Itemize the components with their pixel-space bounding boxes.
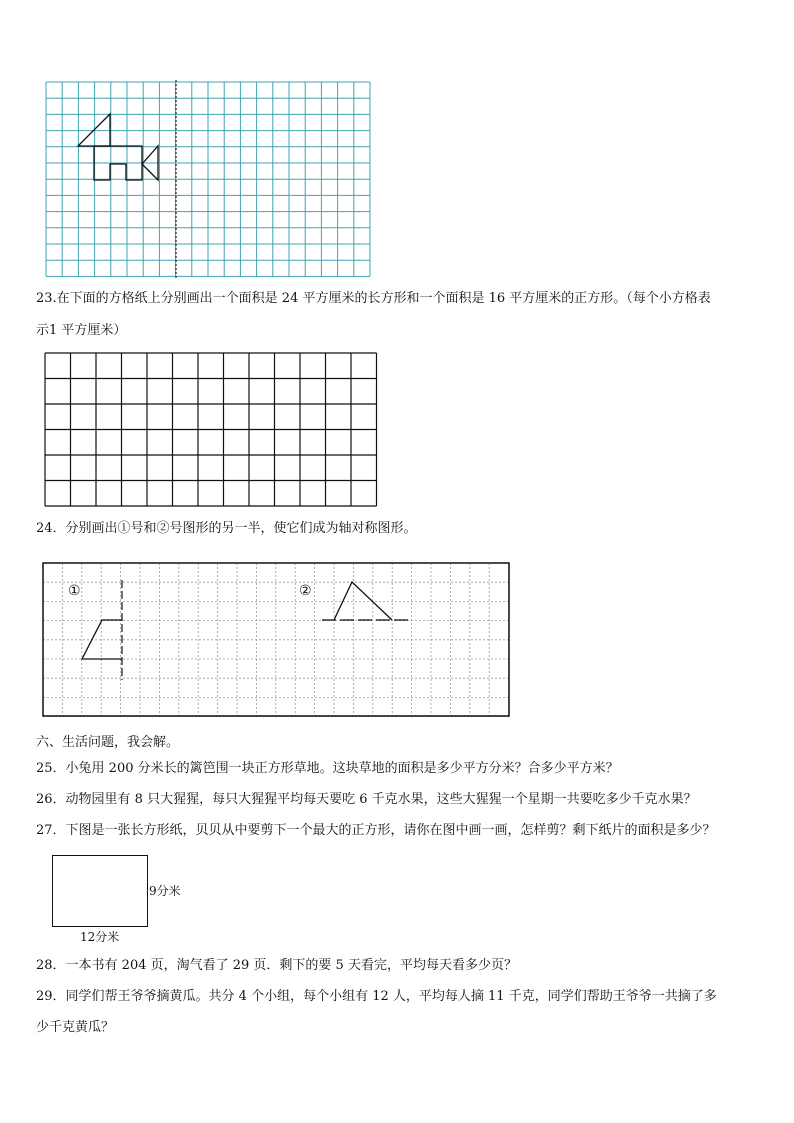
rect-width-label: 12分米 <box>80 930 120 944</box>
black-grid-figure <box>44 352 380 510</box>
question-24: 24．分别画出①号和②号图形的另一半，使它们成为轴对称图形。 <box>36 521 417 536</box>
shape-2-label: ② <box>299 583 312 599</box>
rect-height-label: 9分米 <box>149 884 181 898</box>
question-26: 26．动物园里有 8 只大猩猩，每只大猩猩平均每天要吃 6 千克水果，这些大猩猩一个星期一共要吃多少千克水果？ <box>36 792 697 807</box>
rectangle-paper <box>52 855 148 927</box>
section-6-title: 六、生活问题，我会解。 <box>36 735 180 750</box>
question-25: 25．小兔用 200 分米长的篱笆围一块正方形草地。这块草地的面积是多少平方分米？合多少平方米？ <box>36 761 619 776</box>
arrow-shape <box>78 114 110 146</box>
question-23-line2: 示1 平方厘米） <box>36 323 127 338</box>
teal-grid-figure <box>44 80 376 280</box>
dashed-grid-figure <box>42 562 512 720</box>
question-27: 27．下图是一张长方形纸，贝贝从中要剪下一个最大的正方形，请你在图中画一画，怎样剪？剩下纸片的面积是多少？ <box>36 823 716 838</box>
shape-1-label: ① <box>68 583 81 599</box>
question-29-line1: 29．同学们帮王爷爷摘黄瓜。共分 4 个小组，每个小组有 12 人，平均每人摘 11 千克，同学们帮助王爷爷一共摘了多 <box>36 989 717 1004</box>
question-28: 28．一本书有 204 页，淘气看了 29 页．剩下的要 5 天看完，平均每天看多少页？ <box>36 958 517 973</box>
question-29-line2: 少千克黄瓜？ <box>36 1020 115 1035</box>
question-23-line1: 23.在下面的方格纸上分别画出一个面积是 24 平方厘米的长方形和一个面积是 16 平方厘米的正方形。（每个小方格表 <box>36 291 711 306</box>
